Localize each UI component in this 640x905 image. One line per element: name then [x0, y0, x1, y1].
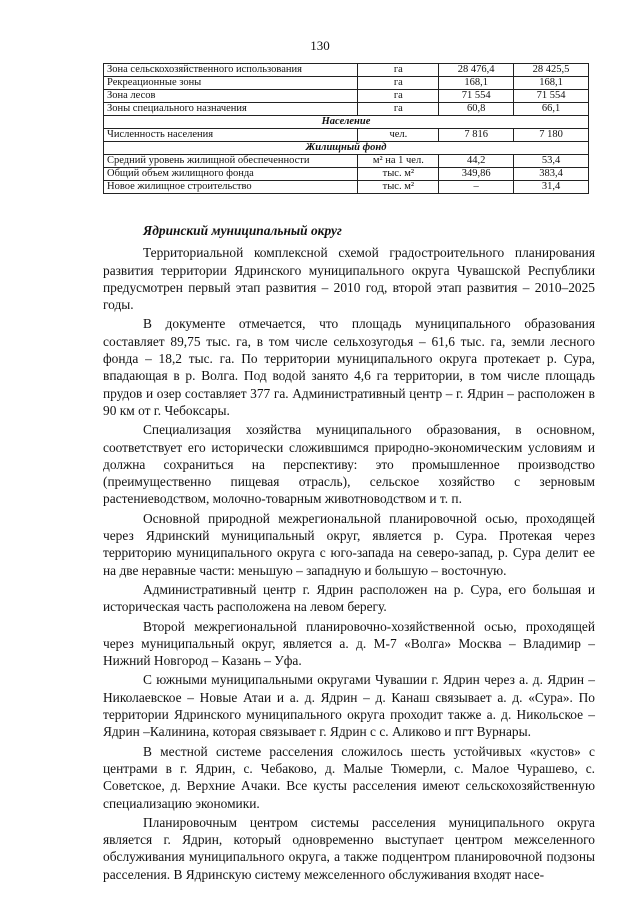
paragraph: Административный центр г. Ядрин расположен на р. Сура, его большая и историческая часть расположена на левом берегу. — [103, 581, 595, 615]
table-row — [104, 155, 589, 168]
table-row — [104, 64, 589, 77]
value-stage2-cell: 7 180 — [514, 129, 589, 142]
table-row — [104, 103, 589, 116]
indicators-table — [103, 63, 589, 194]
value-stage1-cell: 7 816 — [439, 129, 514, 142]
table-row — [104, 168, 589, 181]
section-header-cell: Население — [104, 116, 589, 129]
unit-cell: тыс. м² — [358, 181, 439, 194]
table-section-row — [104, 116, 589, 129]
value-stage2-cell: 53,4 — [514, 155, 589, 168]
unit-cell: м² на 1 чел. — [358, 155, 439, 168]
value-stage2-cell: 168,1 — [514, 77, 589, 90]
section-header-cell: Жилищный фонд — [104, 142, 589, 155]
paragraph: С южными муниципальными округами Чувашии г. Ядрин через а. д. Ядрин – Николаевское – Новые Атаи и а. д. Ядрин – д. Канаш связывает а. д. «Сура». По территории Ядринского муниципального округа проходит также а. д. Никольское – Ядрин –Калинина, которая связывает г. Ядрин с с. Аликово и пгт Вурнары. — [103, 672, 595, 740]
paragraph: Территориальной комплексной схемой градостроительного планирования развития территории Ядринского муниципального округа Чувашской Республики предусмотрен первый этап развития – 2010 год, второй этап развития – 2010–2025 годы. — [103, 245, 595, 313]
indicator-name-cell: Зона сельскохозяйственного использования — [104, 64, 358, 77]
value-stage1-cell: 349,86 — [439, 168, 514, 181]
value-stage1-cell: 71 554 — [439, 90, 514, 103]
indicator-name-cell: Численность населения — [104, 129, 358, 142]
value-stage2-cell: 31,4 — [514, 181, 589, 194]
value-stage1-cell: 44,2 — [439, 155, 514, 168]
table-row — [104, 90, 589, 103]
page-number: 130 — [310, 38, 330, 53]
unit-cell: га — [358, 90, 439, 103]
paragraph: В документе отмечается, что площадь муниципального образования составляет 89,75 тыс. га, в том числе сельхозугодья – 61,6 тыс. га, земли лесного фонда – 18,2 тыс. га. По территории муниципального округа протекает р. Сура, впадающая в р. Волга. Под водой занято 4,6 га территории, в том числе площадь прудов и озер составляет 377 га. Административный центр – г. Ядрин – расположен в 90 км от г. Чебоксары. — [103, 316, 595, 418]
table-row — [104, 129, 589, 142]
paragraph: Планировочным центром системы расселения муниципального округа является г. Ядрин, который одновременно выступает центром межселенного обслуживания муниципального округа, а также подцентром планировочной подзоны расселения. В Ядринскую систему межселенного обслуживания входят насе- — [103, 814, 595, 882]
indicator-name-cell: Рекреационные зоны — [104, 77, 358, 90]
indicator-name-cell: Средний уровень жилищной обеспеченности — [104, 155, 358, 168]
indicator-name-cell: Зона лесов — [104, 90, 358, 103]
value-stage2-cell: 66,1 — [514, 103, 589, 116]
value-stage1-cell: 60,8 — [439, 103, 514, 116]
indicator-name-cell: Новое жилищное строительство — [104, 181, 358, 194]
value-stage2-cell: 383,4 — [514, 168, 589, 181]
value-stage1-cell: 28 476,4 — [439, 64, 514, 77]
paragraph: Специализация хозяйства муниципального образования, в основном, соответствует его исторически сложившимся природно-экономическим условиям и должна сохраниться на перспективу: это промышленное производство (преимущественно пищевая отрасль), сельское хозяйство с зерновым растениеводством, молочно-товарным животноводством и т. п. — [103, 422, 595, 507]
paragraph: Основной природной межрегиональной планировочной осью, проходящей через Ядринский муниципальный округ, является р. Сура. Протекая через территорию муниципального округа с юго-запада на северо-запад, р. Сура делит ее на две неравные части: меньшую – западную и большую – восточную. — [103, 510, 595, 578]
section-title: Ядринский муниципальный округ — [143, 223, 342, 238]
table-section-row — [104, 142, 589, 155]
unit-cell: чел. — [358, 129, 439, 142]
value-stage1-cell: 168,1 — [439, 77, 514, 90]
table-row — [104, 77, 589, 90]
value-stage2-cell: 28 425,5 — [514, 64, 589, 77]
document-body — [103, 222, 595, 885]
unit-cell: га — [358, 103, 439, 116]
table-row — [104, 181, 589, 194]
table-body — [104, 64, 589, 194]
unit-cell: га — [358, 77, 439, 90]
paragraph: В местной системе расселения сложилось шесть устойчивых «кустов» с центрами в г. Ядрин, с. Чебаково, д. Малые Тюмерли, с. Малое Чурашево, с. Советское, д. Верхние Ачаки. Все кусты расселения имеют сельскохозяйственную специализацию экономики. — [103, 743, 595, 811]
unit-cell: тыс. м² — [358, 168, 439, 181]
value-stage2-cell: 71 554 — [514, 90, 589, 103]
indicator-name-cell: Зоны специального назначения — [104, 103, 358, 116]
value-stage1-cell: – — [439, 181, 514, 194]
paragraph: Второй межрегиональной планировочно-хозяйственной осью, проходящей через муниципальный округ, является а. д. М-7 «Волга» Москва – Владимир – Нижний Новгород – Казань – Уфа. — [103, 618, 595, 669]
indicator-name-cell: Общий объем жилищного фонда — [104, 168, 358, 181]
unit-cell: га — [358, 64, 439, 77]
